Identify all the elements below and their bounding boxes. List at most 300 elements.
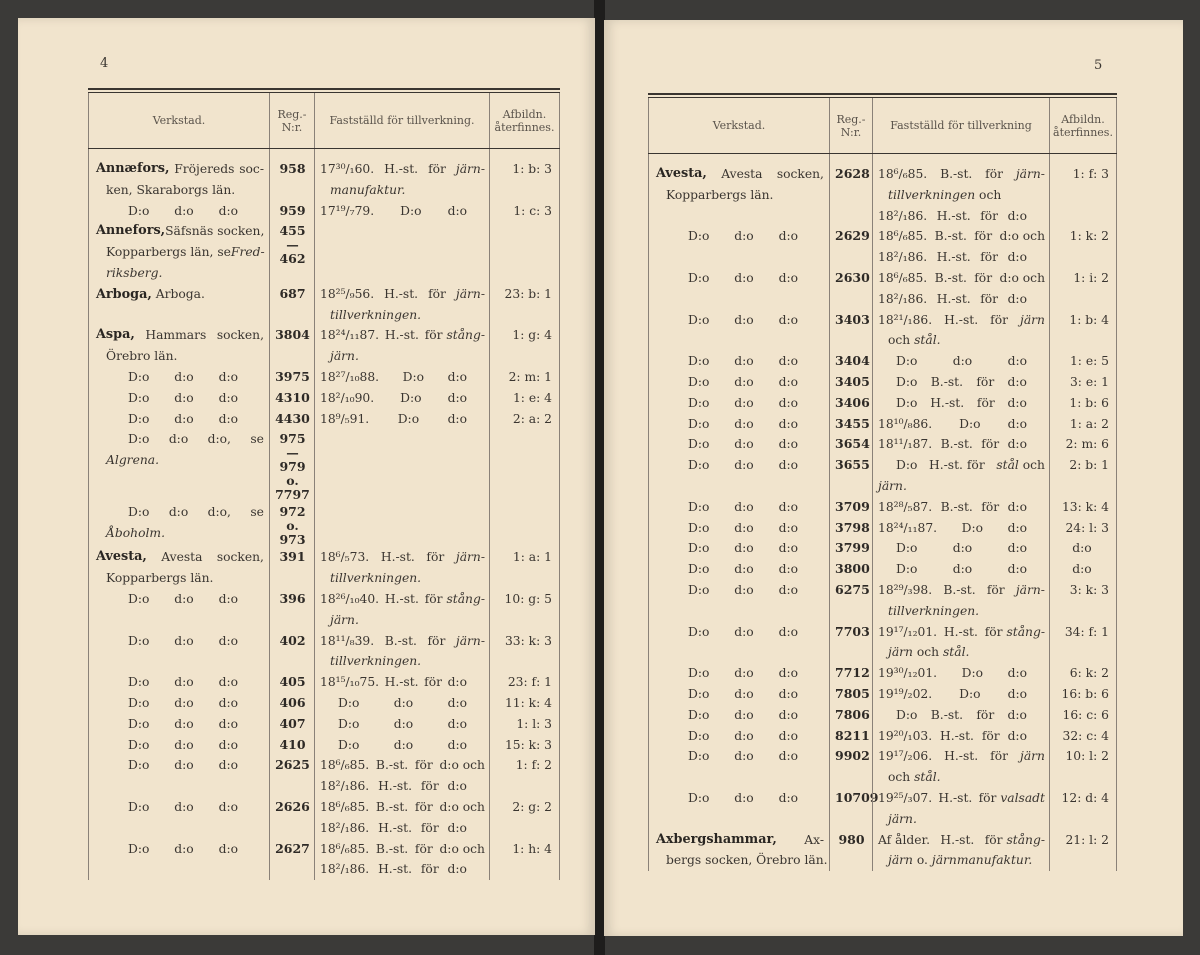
table-row [648,164,1117,226]
text-group [996,455,1045,476]
text-run: D:o [896,562,918,577]
table-row [88,221,560,283]
text-run: och [912,645,943,660]
text-line [96,201,264,222]
entry-name: Axbergshammar, [656,831,777,847]
text-run: för [976,707,995,722]
text-run: H.-st. [940,728,974,743]
text-line [320,693,485,714]
afbildn-cell: 1: k: 2 [1069,229,1109,244]
table-row [648,434,1117,455]
reg-nr-cell [830,663,873,684]
text-line [656,164,824,185]
reg-number: 2630 [835,269,870,285]
text-run: för [420,820,439,835]
reg-number: 407 [279,715,306,731]
text-line [878,434,1045,455]
verkstad-cell [88,502,270,547]
header-reg-nr: Reg.-N:r. [830,98,873,153]
text-group [888,330,941,351]
text-run: d:o [734,582,754,597]
afbildn-cell: 13: k: 4 [1061,499,1109,514]
text-run: d:o [778,354,798,369]
text-run: d:o [1007,499,1027,514]
text-run: d:o [174,737,194,752]
header-faststalld: Fastställd för tillverkning [873,98,1050,153]
text-run: socken, [216,550,264,565]
table-row [88,325,560,367]
text-run: 18²⁶/₁₀40. [320,591,380,606]
text-run: d:o [218,841,238,856]
text-run: för [414,758,433,773]
text-run: H.-st. [384,162,419,176]
entry-name: Avesta, [656,166,707,181]
text-run: d:o och [999,229,1045,244]
verkstad-cell [648,497,830,518]
table-row [88,797,560,839]
text-run: d:o [1007,374,1027,389]
text-run: D:o [688,312,710,327]
italic-text: stål. [914,333,941,348]
text-run: för [424,328,447,343]
text-group [96,284,205,306]
text-run: för [986,582,1005,597]
reg-number: 462 [279,251,306,267]
verkstad-cell [648,351,830,372]
verkstad-cell [88,159,270,201]
text-run: d:o [393,695,414,710]
reg-number: 396 [279,590,306,606]
verkstad-cell [648,393,830,414]
afbildn-cell: d:o [1072,541,1092,556]
faststalld-cell [315,159,490,201]
text-line [878,684,1045,705]
reg-number: 7703 [835,623,870,639]
verkstad-cell [648,455,830,497]
reg-nr-cell [830,497,873,518]
reg-nr-cell [270,714,315,735]
text-run: D:o [128,758,150,773]
table-row [88,547,560,589]
text-line [96,409,264,430]
afbildn-cell: 1: g: 4 [512,328,552,343]
text-line [96,797,264,818]
text-group [979,788,1045,809]
text-run: D:o [959,416,981,431]
italic-text: järn. [878,478,907,493]
text-run: d:o [734,686,754,701]
table-row [648,393,1117,414]
reg-number: 7805 [835,685,870,701]
afbildn-cell: 12: d: 4 [1061,790,1109,805]
table-row [88,159,560,201]
text-run: 18²⁵/₉56. [320,286,375,301]
faststalld-cell [315,839,490,881]
text-run: D:o [128,390,150,405]
text-run: d:o [778,790,798,805]
italic-text: stål. [942,645,970,660]
text-run: 18²/₁86. [320,820,370,835]
text-run: d:o [778,270,798,285]
afbildn-cell: 1: b: 4 [1069,312,1109,327]
reg-number: 3403 [835,311,870,327]
text-line [878,642,1045,663]
text-run: d:o [778,686,798,701]
text-line [320,388,485,409]
reg-nr-cell [830,351,873,372]
text-line [320,651,485,672]
text-run: H.-st. [944,749,979,764]
text-line [96,839,264,860]
text-run: d:o [447,390,467,405]
reg-number: 6275 [835,581,870,597]
reg-nr-cell [270,797,315,839]
text-run: för [427,633,446,648]
italic-text: Åboholm. [106,526,165,541]
text-line [656,788,824,809]
reg-nr-cell [830,538,873,559]
text-run: Avesta [161,550,203,565]
faststalld-cell [315,547,490,589]
text-line [878,518,1045,539]
text-run: för [420,862,439,877]
header-verkstad: Verkstad. [648,98,830,153]
text-line [96,346,264,367]
reg-nr-cell [830,226,873,268]
text-run: d:o [447,779,467,794]
text-run: B.-st. [375,799,409,814]
text-run: d:o [734,790,754,805]
text-group [985,830,1045,851]
verkstad-cell [648,414,830,435]
text-run: H.-st. [378,820,413,835]
text-run: d:o [1007,666,1027,681]
text-run: socken, [216,328,264,343]
text-run: för [978,790,1001,805]
reg-nr-cell [830,559,873,580]
register-table [648,93,1117,871]
text-line [96,547,264,568]
faststalld-cell [873,788,1050,830]
text-line [878,705,1045,726]
reg-number: 4310 [275,389,310,405]
italic-text: stång- [446,591,485,606]
verkstad-cell [648,434,830,455]
reg-number: 3406 [835,394,870,410]
text-line [96,714,264,735]
text-run: d:o [1007,541,1027,556]
reg-number: 3405 [835,373,870,389]
reg-nr-cell [830,164,873,226]
table-row [648,310,1117,352]
text-run: D:o [338,737,360,752]
table-row [88,839,560,881]
text-line [656,830,824,851]
text-run: d:o [734,749,754,764]
text-run: D:o [688,374,710,389]
text-run: för [980,250,999,265]
verkstad-cell [648,559,830,580]
reg-nr-cell [830,455,873,497]
faststalld-cell [873,351,1050,372]
table-row [648,559,1117,580]
italic-text: riksberg. [106,265,163,280]
afbildn-cell: 2: m: 6 [1065,437,1109,452]
afbildn-cell: 10: l: 2 [1065,749,1109,764]
text-run: d:o [218,716,238,731]
text-run: Af ålder. [878,832,930,847]
afbildn-cell: 1: a: 1 [512,550,552,565]
reg-nr-cell [270,547,315,589]
table-row [648,684,1117,705]
text-line [878,663,1045,684]
reg-nr-cell [830,788,879,830]
reg-nr-cell [830,726,873,747]
verkstad-cell [648,705,830,726]
afbildn-cell: 1: f: 2 [515,758,552,773]
reg-nr-cell [830,518,873,539]
italic-text: järn- [1015,582,1045,597]
text-run: D:o [896,395,918,410]
italic-text: tillverkningen. [888,603,980,618]
text-run: d:o [778,499,798,514]
text-run: d:o [734,520,754,535]
reg-number: 4430 [275,410,310,426]
text-run: d:o [218,633,238,648]
text-run: d:o [447,695,467,710]
text-run: D:o [688,270,710,285]
text-run: d:o [218,203,238,218]
afbildn-cell: 11: k: 4 [504,695,552,710]
afbildn-cell: 16: b: 6 [1061,686,1109,701]
text-run: 18²/₁86. [320,779,370,794]
text-run: 18²/₁86. [878,291,928,306]
text-line [656,226,824,247]
text-line [656,746,824,767]
text-run: D:o [896,374,918,389]
faststalld-cell [315,221,490,283]
text-run: Örebro län. [106,349,178,364]
text-run: d:o [1007,416,1027,431]
text-run: d:o [778,749,798,764]
text-run: d:o, [207,505,231,520]
text-line [320,180,485,201]
text-run: B.-st. [375,758,409,773]
text-line [96,325,264,346]
text-run: d:o [218,390,238,405]
text-run: för [976,374,995,389]
text-run: d:o och [439,841,485,856]
italic-text: järn. [330,612,359,627]
verkstad-cell [88,201,270,222]
verkstad-cell [88,284,270,326]
text-run: d:o [174,369,194,384]
text-line [320,714,485,735]
afbildn-cell: 16: c: 6 [1062,707,1109,722]
text-run: för [428,162,446,176]
reg-nr-cell [270,839,315,881]
text-line [878,538,1045,559]
reg-number: 7806 [835,706,870,722]
afbildn-cell: 33: k: 3 [504,633,552,648]
text-line [656,622,824,643]
text-run: Arboga. [151,286,205,301]
verkstad-cell [88,755,270,797]
afbildn-cell: 21: l: 2 [1065,832,1109,847]
right-page [604,20,1183,936]
text-run: d:o [734,395,754,410]
text-run: B.-st. [375,841,409,856]
text-run: d:o [1007,686,1027,701]
text-run: d:o [778,624,798,639]
reg-number: 3798 [835,519,870,535]
table-row [88,693,560,714]
text-line [96,450,264,471]
text-line [320,547,485,568]
text-run: d:o och [439,799,485,814]
italic-text: järn [1020,312,1045,327]
text-run: d:o [952,354,973,369]
afbildn-cell: d:o [1072,562,1092,577]
text-run: d:o [174,695,194,710]
text-run: ken, Skaraborgs län. [106,182,236,197]
text-run: D:o [688,354,710,369]
afbildn-cell: 1: h: 4 [512,841,552,856]
faststalld-cell [873,705,1050,726]
text-line [656,351,824,372]
text-line [96,568,264,589]
text-run: 18¹⁵/₁₀75. [320,675,380,690]
italic-text: tillverkningen. [330,654,422,669]
text-run: d:o [734,229,754,244]
text-run: d:o [1007,250,1027,265]
text-line [878,268,1045,289]
text-run: d:o [778,458,798,473]
reg-number: 3709 [835,498,870,514]
text-line [878,601,1045,622]
table-row [648,372,1117,393]
afbildn-cell: 2: g: 2 [512,799,552,814]
text-line [656,393,824,414]
text-line [878,767,1045,788]
page-number: 5 [1094,58,1103,73]
text-line [96,159,264,180]
text-line [656,726,824,747]
italic-text: tillverkningen. [330,571,422,586]
faststalld-cell [315,735,490,756]
text-run: 18⁹/₅91. [320,411,370,426]
text-run: för [424,675,442,690]
text-line [96,735,264,756]
text-line [878,726,1045,747]
text-run: H.-st. [384,675,419,690]
italic-text: järn [888,853,913,868]
text-line [320,735,485,756]
text-run: d:o [218,591,238,606]
text-run: d:o [447,862,467,877]
text-run: Kopparbergs län, se [106,245,231,260]
text-line [656,580,824,601]
text-line [96,523,264,544]
text-run: d:o [174,841,194,856]
text-run: D:o [688,541,710,556]
header-verkstad: Verkstad. [88,93,270,148]
entry-name: Aspa, [96,327,135,343]
afbildn-cell: 1: f: 3 [1072,167,1109,181]
text-line [878,372,1045,393]
text-line [320,672,485,693]
afbildn-cell: 3: e: 1 [1069,374,1109,389]
faststalld-cell [315,284,490,326]
text-run: B.-st. [940,437,973,452]
verkstad-cell [88,547,270,589]
text-run: H.-st. [384,328,419,343]
reg-nr-cell [270,388,315,409]
text-run: för [414,799,433,814]
text-run: och [1018,458,1045,473]
faststalld-cell [315,693,490,714]
text-line [656,434,824,455]
text-line [878,809,1045,830]
text-run: D:o [688,520,710,535]
text-run: d:o [778,395,798,410]
text-run: D:o [896,541,918,556]
afbildn-cell: 6: k: 2 [1069,666,1109,681]
faststalld-cell [873,726,1050,747]
italic-text: stång- [446,328,485,343]
text-run: Fröjereds [174,162,235,176]
text-run: D:o [128,505,150,520]
text-line [320,818,485,839]
text-line [656,310,824,331]
table-header [648,98,1117,154]
afbildn-cell: 1: i: 2 [1073,270,1109,285]
text-run: för [976,395,995,410]
text-run: och [888,333,915,348]
text-line [320,201,485,222]
text-line [96,284,264,306]
reg-number: 3975 [275,368,310,384]
text-line [656,705,824,726]
text-run: d:o [218,695,238,710]
text-run: för [980,291,999,306]
reg-number: 3404 [835,353,870,369]
table-row [648,226,1117,268]
text-run: d:o [778,582,798,597]
text-run: H.-st. [943,624,978,639]
text-run: Kopparbergs län. [106,571,214,586]
text-run: d:o [1007,395,1027,410]
text-run: D:o [688,416,710,431]
table-row [88,714,560,735]
text-run: H.-st. [380,550,415,565]
text-run: för [984,832,1007,847]
text-run: 18¹¹/₁87. [878,437,933,452]
italic-text: Algrena. [106,453,160,468]
verkstad-cell [648,226,830,268]
reg-nr-cell [270,589,315,631]
text-line [320,589,485,610]
text-line [96,755,264,776]
table-row [648,663,1117,684]
reg-nr-cell [830,830,873,872]
verkstad-cell [88,797,270,839]
text-run: D:o [128,841,150,856]
table-row [648,538,1117,559]
text-run: d:o [1007,291,1027,306]
verkstad-cell [88,631,270,673]
text-run: d:o [778,312,798,327]
